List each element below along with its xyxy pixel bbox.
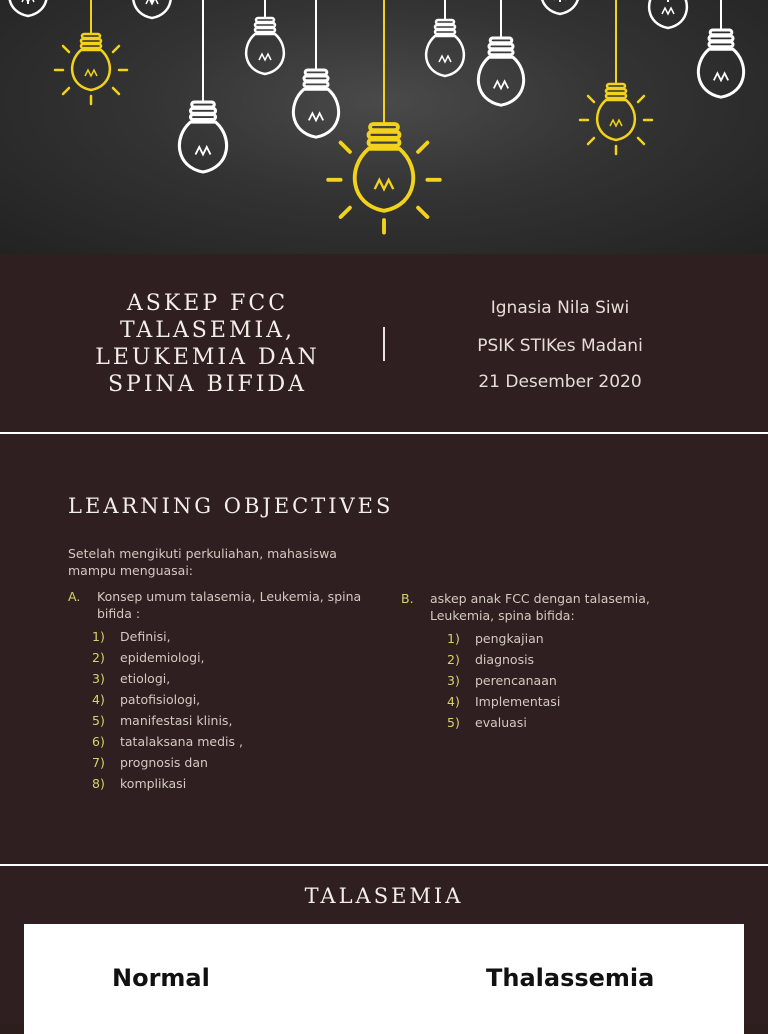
lightbulb-illustration — [0, 0, 768, 254]
list-item — [92, 647, 368, 668]
title-slide — [0, 0, 768, 432]
list-letter: B. — [401, 591, 414, 606]
list-item — [92, 773, 368, 794]
intro-text: Setelah mengikuti perkuliahan, mahasiswa mampu menguasai: — [68, 546, 337, 578]
list-item-text: patofisiologi, — [120, 692, 201, 707]
presentation-date: 21 Desember 2020 — [478, 372, 642, 392]
list-item-text: tatalaksana medis , — [120, 734, 243, 749]
list-item-text: perencanaan — [475, 673, 557, 688]
list-item-text: pengkajian — [475, 631, 544, 646]
objective-list — [68, 626, 368, 794]
list-item — [447, 670, 671, 691]
list-number: 3) — [92, 671, 105, 686]
objectives-column-b — [401, 590, 671, 733]
list-number: 8) — [92, 776, 105, 791]
list-item — [92, 626, 368, 647]
objective-heading — [401, 590, 671, 624]
list-item — [447, 628, 671, 649]
thalassemia-label: Thalassemia — [486, 964, 655, 992]
list-item — [92, 668, 368, 689]
list-letter: A. — [68, 589, 81, 604]
list-item — [92, 710, 368, 731]
slide-title: TALASEMIA — [304, 884, 464, 908]
objective-heading-text: askep anak FCC dengan talasemia, Leukemia, spina bifida: — [430, 591, 650, 623]
list-number: 5) — [447, 715, 460, 730]
list-item-text: etiologi, — [120, 671, 171, 686]
list-item-text: diagnosis — [475, 652, 535, 667]
list-number: 4) — [92, 692, 105, 707]
learning-objectives-slide — [0, 434, 768, 864]
objective-list — [401, 628, 671, 733]
list-item-text: manifestasi klinis, — [120, 713, 233, 728]
list-number: 4) — [447, 694, 460, 709]
comparison-image-panel — [24, 924, 744, 1034]
list-number: 7) — [92, 755, 105, 770]
list-item-text: Implementasi — [475, 694, 561, 709]
list-number: 1) — [447, 631, 460, 646]
objective-heading-text: Konsep umum talasemia, Leukemia, spina bifida : — [97, 589, 362, 621]
list-number: 1) — [92, 629, 105, 644]
author-name: Ignasia Nila Siwi — [490, 298, 630, 318]
list-number: 2) — [92, 650, 105, 665]
list-number: 3) — [447, 673, 460, 688]
list-number: 2) — [447, 652, 460, 667]
list-number: 5) — [92, 713, 105, 728]
normal-label: Normal — [112, 964, 210, 992]
list-item — [92, 689, 368, 710]
list-item-text: prognosis dan — [120, 755, 208, 770]
list-item — [447, 712, 671, 733]
list-item-text: Definisi, — [120, 629, 171, 644]
institution-name: PSIK STIKes Madani — [477, 336, 643, 356]
objective-heading — [68, 588, 368, 622]
list-item-text: evaluasi — [475, 715, 527, 730]
list-item-text: komplikasi — [120, 776, 187, 791]
list-item-text: epidemiologi, — [120, 650, 205, 665]
objectives-column-a — [68, 588, 368, 794]
list-number: 6) — [92, 734, 105, 749]
slide-title: LEARNING OBJECTIVES — [68, 494, 394, 518]
vertical-divider — [383, 327, 385, 361]
presentation-title: ASKEP FCC TALASEMIA, LEUKEMIA DAN SPINA BIFIDA — [95, 291, 320, 397]
hanging-bulbs-graphic — [0, 0, 768, 254]
list-item — [447, 691, 671, 712]
list-item — [92, 731, 368, 752]
list-item — [447, 649, 671, 670]
talasemia-slide — [0, 866, 768, 1024]
list-item — [92, 752, 368, 773]
